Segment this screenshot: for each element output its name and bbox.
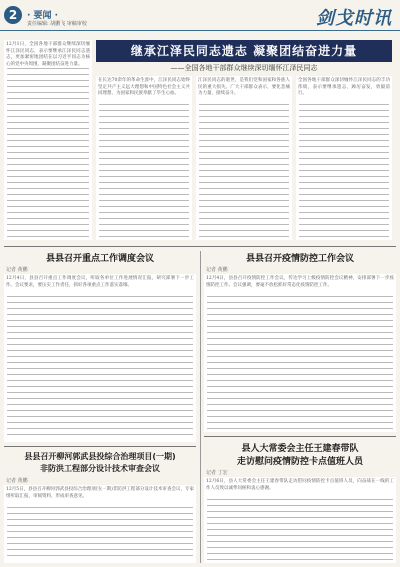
- story-byline: 记者 黄鹏: [206, 267, 228, 273]
- lead-column-4: [296, 76, 392, 240]
- divider: [4, 246, 396, 247]
- text-lines: [207, 499, 393, 560]
- story-headline-schedule: 县县召开重点工作调度会议: [45, 254, 154, 264]
- story-byline: 记者 黄鹏: [6, 267, 28, 273]
- story-byline: 记者 丁宏: [206, 470, 228, 476]
- section-label: · 要闻 ·: [27, 11, 59, 21]
- editor-credits: 责任编辑: 胡鹏飞 审稿审校: [27, 21, 87, 27]
- story-text: 12月5日，县县召开柳河郭武县投综合治理项目(一期)非防洪工程部分设计技术审查会议，专家组听取汇报，审阅资料，形成审查意见。: [6, 487, 194, 499]
- story-headline-epidemic: 县县召开疫情防控工作会议: [245, 254, 354, 264]
- divider: [204, 436, 396, 437]
- text-lines: [7, 296, 193, 439]
- lead-column-3-text: 江泽民同志的逝世，是我们党和国家和各族人民的重大损失。广大干部群众表示，要化悲痛为力量，接续奋斗。: [198, 78, 290, 96]
- story-body-epidemic: [204, 274, 396, 432]
- text-lines: [7, 507, 193, 560]
- text-lines: [207, 296, 393, 429]
- text-lines: [7, 68, 89, 237]
- story-text: 12月6日，县人大常委会主任王建春带队走访慰问疫情防控卡点值班人员，向奋战在一线的工作人员致以诚挚问候和衷心感谢。: [206, 479, 394, 491]
- masthead-logo: 剑戈时讯: [316, 8, 392, 29]
- column-divider: [200, 251, 201, 563]
- lead-column-3: [196, 76, 292, 240]
- lead-column-1-text: 12月1日，全国各地干部群众继续深切缅怀江泽民同志，表示要继承江泽民同志遗志，更加紧密地团结在以习近平同志为核心的党中央周围，凝聚团结奋进力量。: [6, 42, 90, 67]
- lead-column-2: [96, 76, 192, 240]
- story-body-visit: [204, 477, 396, 563]
- text-lines: [99, 104, 189, 237]
- divider: [4, 446, 196, 447]
- story-text: 12月4日，县县召开疫情防控工作会议，传达学习上级疫情防控会议精神，安排部署下一步疫情防控工作。会议强调，要毫不放松抓好常态化疫情防控工作。: [206, 276, 394, 288]
- lead-column-2-text: 在长达70余年的革命生涯中，江泽民同志始终坚定共产主义远大理想和中国特色社会主义共同理想，为国家和民族奉献了毕生心血。: [98, 78, 190, 96]
- lead-subheadline: ——全国各地干部群众继续深切缅怀江泽民同志: [170, 64, 318, 72]
- story-body-schedule: [4, 274, 196, 442]
- story-headline-review-1: 县县召开柳河郭武县投综合治理项目(一期): [24, 452, 176, 461]
- story-headline-review-2: 非防洪工程部分设计技术审查会议: [40, 464, 160, 473]
- text-lines: [199, 104, 289, 237]
- page-header: [0, 0, 400, 31]
- page-number: 2: [4, 6, 22, 24]
- lead-headline: 继承江泽民同志遗志 凝聚团结奋进力量: [96, 40, 392, 62]
- lead-column-1: [4, 40, 92, 240]
- story-headline-visit-2: 走访慰问疫情防控卡点值班人员: [236, 457, 363, 467]
- story-text: 12月4日，县县召开重点工作调度会议，听取各单位工作进展情况汇报，研究部署下一步工作。会议要求，要压实工作责任，抓好各项重点工作落实落细。: [6, 276, 194, 288]
- story-byline: 记者 黄鹏: [6, 478, 28, 484]
- story-body-review: [4, 485, 196, 563]
- text-lines: [299, 104, 389, 237]
- story-headline-visit-1: 县人大常委会主任王建春带队: [241, 444, 359, 454]
- lead-column-4-text: 全国各地干部群众深切缅怀江泽民同志的丰功伟绩，表示要继承遗志，踔厉奋发，勇毅前行。: [298, 78, 390, 96]
